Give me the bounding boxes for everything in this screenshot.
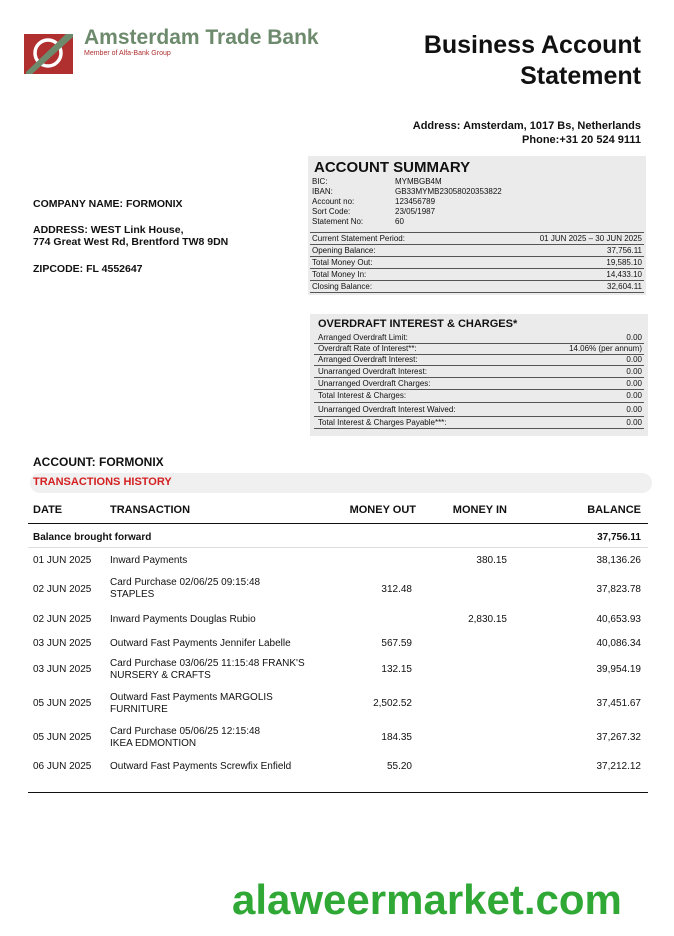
overdraft-divider <box>314 365 644 366</box>
summary-detail-label: Account no: <box>312 197 355 206</box>
overdraft-row-value: 0.00 <box>626 391 642 400</box>
phone-text: Phone:+31 20 524 9111 <box>522 134 641 146</box>
table-row-transaction: Outward Fast Payments MARGOLIS <box>110 692 273 703</box>
table-row-date: 05 JUN 2025 <box>33 732 92 743</box>
table-row-money-out: 132.15 <box>381 664 412 675</box>
table-row-balance: 37,823.78 <box>596 584 641 595</box>
overdraft-row-value: 0.00 <box>626 333 642 342</box>
overdraft-divider <box>314 377 644 378</box>
table-row-money-out: 184.35 <box>381 732 412 743</box>
summary-divider <box>310 280 644 281</box>
overdraft-row-label: Total Interest & Charges Payable***: <box>318 418 447 427</box>
bank-logo-icon <box>24 28 73 74</box>
table-row-transaction: Outward Fast Payments Screwfix Enfield <box>110 761 292 772</box>
summary-row-label: Total Money Out: <box>312 258 373 267</box>
table-header-divider <box>28 523 648 524</box>
overdraft-row-label: Total Interest & Charges: <box>318 391 407 400</box>
overdraft-row-label: Arranged Overdraft Limit: <box>318 333 408 342</box>
overdraft-row-label: Overdraft Rate of Interest**: <box>318 344 417 353</box>
overdraft-row-label: Unarranged Overdraft Interest Waived: <box>318 405 456 414</box>
table-row-money-out: 567.59 <box>381 638 412 649</box>
overdraft-row-value: 0.00 <box>626 418 642 427</box>
table-row-money-in: 2,830.15 <box>468 614 507 625</box>
overdraft-title: OVERDRAFT INTEREST & CHARGES* <box>318 318 518 330</box>
transactions-history-label: TRANSACTIONS HISTORY <box>33 476 172 488</box>
summary-row-value: 37,756.11 <box>607 246 642 255</box>
summary-divider <box>310 244 644 245</box>
overdraft-row-value: 0.00 <box>626 367 642 376</box>
summary-detail-value: 60 <box>395 217 404 226</box>
bank-name: Amsterdam Trade Bank <box>84 26 319 49</box>
overdraft-row-value: 0.00 <box>626 355 642 364</box>
bank-address <box>413 119 641 147</box>
table-row-balance: 40,653.93 <box>596 614 641 625</box>
header-transaction: TRANSACTION <box>110 504 191 516</box>
summary-divider <box>310 292 644 293</box>
overdraft-divider <box>314 428 644 429</box>
summary-row-label: Current Statement Period: <box>312 234 405 243</box>
title-line-1: Business Account <box>423 31 641 59</box>
summary-divider <box>310 268 644 269</box>
table-bottom-divider <box>28 792 648 793</box>
summary-divider <box>310 256 644 257</box>
overdraft-row-label: Arranged Overdraft Interest: <box>318 355 418 364</box>
account-title: ACCOUNT: FORMONIX <box>33 455 164 469</box>
summary-row-value: 14,433.10 <box>606 270 642 279</box>
summary-row-value: 19,585.10 <box>606 258 642 267</box>
table-row-transaction: Card Purchase 02/06/25 09:15:48 <box>110 577 261 588</box>
header-date: DATE <box>33 504 63 516</box>
table-row-balance: 37,212.12 <box>596 761 641 772</box>
table-row-transaction: Card Purchase 05/06/25 12:15:48 <box>110 726 261 737</box>
brought-forward-balance: 37,756.11 <box>597 532 641 543</box>
table-row-date: 03 JUN 2025 <box>33 664 92 675</box>
header-money-in: MONEY IN <box>452 504 507 516</box>
table-row-money-out: 2,502.52 <box>373 698 412 709</box>
summary-detail-value: 123456789 <box>395 197 436 206</box>
company-zipcode: ZIPCODE: FL 4552647 <box>33 263 143 275</box>
summary-row-value: 01 JUN 2025 – 30 JUN 2025 <box>539 234 642 243</box>
overdraft-divider <box>314 416 644 417</box>
table-row-transaction-line2: IKEA EDMONTION <box>110 738 197 749</box>
summary-detail-label: Statement No: <box>312 217 364 226</box>
table-row-transaction: Inward Payments <box>110 555 188 566</box>
table-row-date: 02 JUN 2025 <box>33 584 92 595</box>
table-row-transaction-line2: STAPLES <box>110 589 155 600</box>
account-summary-title: ACCOUNT SUMMARY <box>314 159 471 176</box>
document-title <box>424 30 641 92</box>
table-row-balance: 40,086.34 <box>596 638 641 649</box>
watermark-text: alaweermarket.com <box>232 876 622 923</box>
table-row-transaction-line2: NURSERY & CRAFTS <box>110 670 211 681</box>
brought-forward-label: Balance brought forward <box>33 532 152 543</box>
table-row-money-in: 380.15 <box>476 555 507 566</box>
overdraft-divider <box>314 389 644 390</box>
summary-detail-label: Sort Code: <box>312 207 351 216</box>
overdraft-row-value: 0.00 <box>626 379 642 388</box>
table-row-date: 03 JUN 2025 <box>33 638 92 649</box>
table-row-transaction: Inward Payments Douglas Rubio <box>110 614 256 625</box>
table-row-balance: 38,136.26 <box>596 555 641 566</box>
company-name: COMPANY NAME: FORMONIX <box>33 198 183 210</box>
table-row-transaction: Outward Fast Payments Jennifer Labelle <box>110 638 291 649</box>
overdraft-row-value: 0.00 <box>626 405 642 414</box>
table-row-balance: 39,954.19 <box>596 664 641 675</box>
summary-row-label: Closing Balance: <box>312 282 373 291</box>
table-row-money-out: 312.48 <box>381 584 412 595</box>
summary-row-label: Opening Balance: <box>312 246 376 255</box>
summary-divider <box>310 232 644 233</box>
summary-row-value: 32,604.11 <box>607 282 642 291</box>
summary-detail-value: GB33MYMB23058020353822 <box>395 187 502 196</box>
table-row-balance: 37,267.32 <box>596 732 641 743</box>
summary-detail-value: 23/05/1987 <box>395 207 436 216</box>
header-balance: BALANCE <box>587 504 641 516</box>
table-row-date: 01 JUN 2025 <box>33 555 92 566</box>
summary-detail-label: IBAN: <box>312 187 333 196</box>
company-address-line1: ADDRESS: WEST Link House, <box>33 224 184 236</box>
summary-detail-value: MYMBGB4M <box>395 177 442 186</box>
table-row-money-out: 55.20 <box>386 761 412 772</box>
company-address-line2: 774 Great West Rd, Brentford TW8 9DN <box>33 236 229 248</box>
summary-detail-label: BIC: <box>312 177 328 186</box>
overdraft-row-value: 14.06% (per annum) <box>569 344 642 353</box>
table-row-balance: 37,451.67 <box>596 698 641 709</box>
table-row-transaction-line2: FURNITURE <box>110 704 168 715</box>
overdraft-divider <box>314 402 644 403</box>
table-row-date: 06 JUN 2025 <box>33 761 92 772</box>
summary-row-label: Total Money In: <box>312 270 367 279</box>
table-row-date: 05 JUN 2025 <box>33 698 92 709</box>
table-row-date: 02 JUN 2025 <box>33 614 92 625</box>
overdraft-row-label: Unarranged Overdraft Charges: <box>318 379 431 388</box>
header-money-out: MONEY OUT <box>349 504 416 516</box>
address-text: Address: Amsterdam, 1017 Bs, Netherlands <box>412 120 641 132</box>
overdraft-row-label: Unarranged Overdraft Interest: <box>318 367 427 376</box>
bank-subtitle: Member of Alfa-Bank Group <box>84 50 171 57</box>
title-line-2: Statement <box>520 62 641 90</box>
row-divider <box>28 547 648 548</box>
table-row-transaction: Card Purchase 03/06/25 11:15:48 FRANK'S <box>110 658 305 669</box>
